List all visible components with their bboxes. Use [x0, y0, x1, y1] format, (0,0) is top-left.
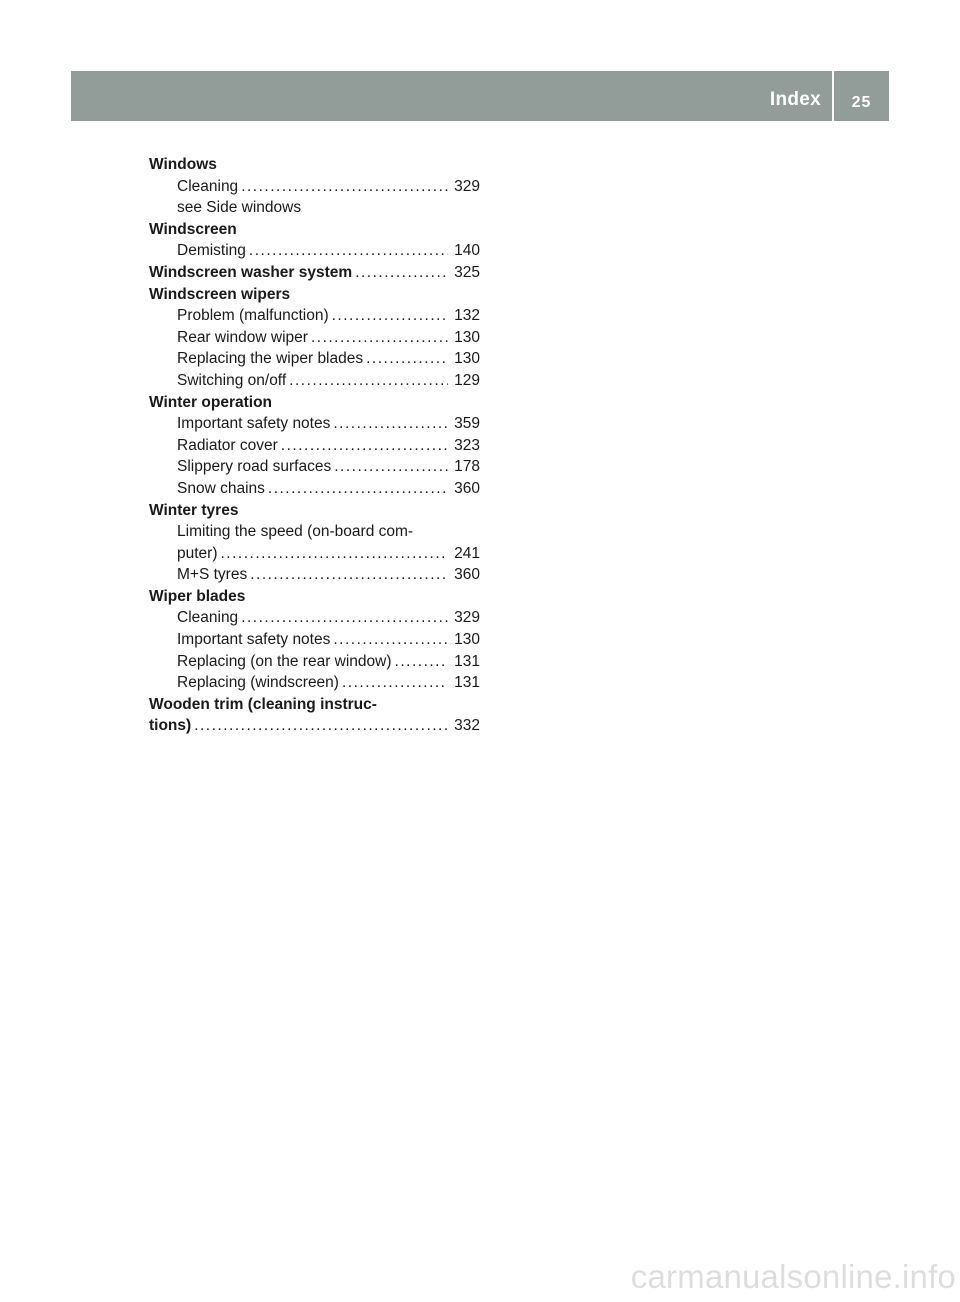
dot-leader: [281, 435, 448, 457]
index-heading-windows: Windows: [149, 156, 217, 173]
index-entry[interactable]: [149, 564, 480, 586]
index-see-reference[interactable]: see Side windows: [177, 199, 302, 217]
index-heading-wooden-trim: Wooden trim (cleaning instruc-: [149, 695, 377, 713]
entry-label: Snow chains: [177, 479, 265, 497]
index-list: [149, 154, 480, 737]
entry-page: 360: [454, 566, 480, 584]
entry-page: 241: [454, 544, 480, 562]
entry-page: 131: [454, 674, 480, 692]
entry-page: 129: [454, 371, 480, 389]
index-entry[interactable]: [149, 435, 480, 457]
entry-label: M+S tyres: [177, 566, 248, 584]
dot-leader: [249, 240, 448, 262]
index-heading-windscreen: Windscreen: [149, 220, 237, 238]
dot-leader: [355, 262, 448, 284]
entry-label-continued: Limiting the speed (on-board com-: [177, 523, 414, 541]
entry-page: 140: [454, 242, 480, 260]
entry-page: 359: [454, 415, 480, 433]
entry-label: Important safety notes: [177, 415, 331, 433]
entry-label: Cleaning: [177, 177, 239, 195]
entry-label: puter): [177, 544, 218, 562]
entry-label: Rear window wiper: [177, 328, 308, 346]
index-heading-windscreen-wipers: Windscreen wipers: [149, 285, 291, 303]
watermark: carmanualsonline.info: [630, 1258, 956, 1295]
index-heading-winter-tyres: Winter tyres: [149, 501, 239, 519]
index-entry-windscreen-washer-system[interactable]: [149, 262, 480, 284]
dot-leader: [250, 564, 448, 586]
entry-label: Slippery road surfaces: [177, 458, 332, 476]
entry-page: 329: [454, 177, 480, 195]
index-entry[interactable]: [149, 240, 480, 262]
index-entry[interactable]: [149, 413, 480, 435]
dot-leader: [241, 607, 448, 629]
entry-label: Windscreen washer system: [149, 263, 353, 281]
index-entry[interactable]: [149, 651, 480, 673]
index-entry[interactable]: [149, 348, 480, 370]
entry-label: Demisting: [177, 242, 246, 260]
entry-label: tions): [149, 717, 192, 735]
entry-page: 130: [454, 631, 480, 649]
entry-label: Problem (malfunction): [177, 307, 329, 325]
dot-leader: [241, 176, 448, 198]
entry-label: Important safety notes: [177, 631, 331, 649]
entry-page: 178: [454, 458, 480, 476]
dot-leader: [334, 456, 448, 478]
index-entry[interactable]: [149, 672, 480, 694]
index-entry[interactable]: [149, 305, 480, 327]
index-entry[interactable]: [149, 607, 480, 629]
entry-label: Cleaning: [177, 609, 239, 627]
index-entry[interactable]: [149, 629, 480, 651]
entry-page: 130: [454, 350, 480, 368]
dot-leader: [332, 305, 449, 327]
entry-page: 325: [454, 263, 480, 281]
index-entry[interactable]: [149, 327, 480, 349]
dot-leader: [333, 413, 448, 435]
entry-page: 131: [454, 652, 480, 670]
entry-label: Replacing (windscreen): [177, 674, 339, 692]
page-number: 25: [851, 94, 872, 111]
dot-leader: [194, 715, 448, 737]
entry-page: 332: [454, 717, 480, 735]
dot-leader: [342, 672, 448, 694]
entry-label: Switching on/off: [177, 371, 287, 389]
dot-leader: [366, 348, 448, 370]
entry-label: Replacing (on the rear window): [177, 652, 392, 670]
index-entry[interactable]: [149, 478, 480, 500]
entry-label: Replacing the wiper blades: [177, 350, 364, 368]
dot-leader: [333, 629, 448, 651]
index-entry[interactable]: [149, 456, 480, 478]
dot-leader: [395, 651, 449, 673]
index-entry[interactable]: [149, 370, 480, 392]
dot-leader: [311, 327, 448, 349]
dot-leader: [268, 478, 448, 500]
dot-leader: [289, 370, 448, 392]
entry-page: 360: [454, 479, 480, 497]
header-bar: [71, 71, 889, 121]
section-title: Index: [769, 89, 821, 110]
index-entry[interactable]: [149, 176, 480, 198]
entry-page: 323: [454, 436, 480, 454]
index-heading-winter-operation: Winter operation: [149, 393, 273, 411]
dot-leader: [221, 543, 449, 565]
entry-page: 130: [454, 328, 480, 346]
entry-label: Radiator cover: [177, 436, 278, 454]
index-heading-wiper-blades: Wiper blades: [149, 587, 246, 605]
index-entry-wooden-trim[interactable]: [149, 715, 480, 737]
entry-page: 132: [454, 307, 480, 325]
entry-page: 329: [454, 609, 480, 627]
index-entry[interactable]: [149, 543, 480, 565]
